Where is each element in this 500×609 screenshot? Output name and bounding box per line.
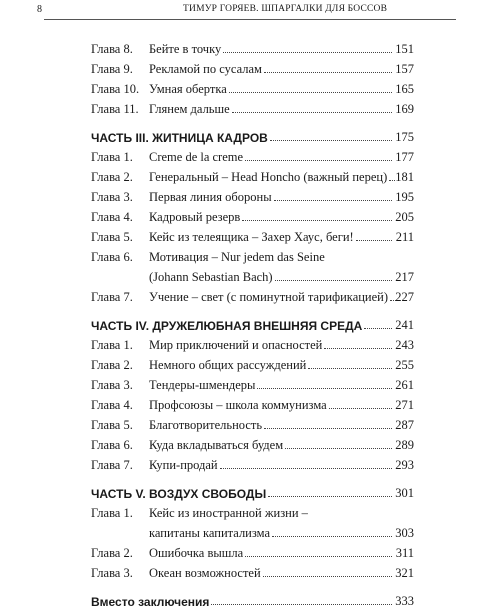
toc-chapter-number: Глава 3. <box>91 566 133 580</box>
toc-chapter-entry <box>91 245 414 265</box>
toc-title-wrap <box>149 82 394 97</box>
dot-leader <box>324 348 392 349</box>
toc-title: Мир приключений и опасностей <box>149 338 323 352</box>
dot-leader <box>275 280 392 281</box>
toc-page-number: 255 <box>395 358 414 372</box>
toc-page-number: 311 <box>395 546 414 560</box>
toc-title: Мотивация – Nur jedem das Seine <box>149 250 325 264</box>
dot-leader <box>272 536 392 537</box>
toc-chapter-number: Глава 5. <box>91 230 133 244</box>
toc-chapter-number: Глава 9. <box>91 62 133 76</box>
dot-leader <box>270 140 392 141</box>
toc-chapter-number: Глава 6. <box>91 250 133 264</box>
toc-title: Рекламой по сусалам <box>149 62 262 76</box>
table-of-contents <box>91 37 414 609</box>
toc-page-number: 289 <box>395 438 414 452</box>
toc-title: Вместо заключения <box>91 595 210 609</box>
toc-title: Благотворительность <box>149 418 263 432</box>
dot-leader <box>223 52 392 53</box>
toc-page-number: 195 <box>395 190 414 204</box>
toc-chapter-number: Глава 7. <box>91 458 133 472</box>
toc-title-wrap <box>91 319 394 333</box>
toc-title: Кейс из иностранной жизни – <box>149 506 308 520</box>
toc-title-wrap <box>149 378 394 393</box>
toc-title-wrap <box>91 595 394 609</box>
toc-title-wrap <box>149 438 394 453</box>
toc-chapter-entry <box>91 521 414 541</box>
dot-leader <box>264 428 392 429</box>
toc-title-wrap <box>149 506 394 521</box>
toc-page-number: 205 <box>395 210 414 224</box>
dot-leader <box>229 92 392 93</box>
toc-chapter-entry <box>91 225 414 245</box>
toc-chapter-number: Глава 5. <box>91 418 133 432</box>
toc-page-number: 177 <box>395 150 414 164</box>
toc-chapter-number: Глава 2. <box>91 170 133 184</box>
toc-page-number: 157 <box>395 62 414 76</box>
toc-chapter-entry <box>91 561 414 581</box>
toc-title: Глянем дальше <box>149 102 230 116</box>
dot-leader <box>364 328 392 329</box>
toc-title-wrap <box>91 131 394 145</box>
toc-page-number: 271 <box>395 398 414 412</box>
toc-chapter-entry <box>91 373 414 393</box>
running-title: ТИМУР ГОРЯЕВ. ШПАРГАЛКИ ДЛЯ БОССОВ <box>183 4 388 14</box>
dot-leader <box>285 448 392 449</box>
toc-chapter-entry <box>91 285 414 305</box>
toc-chapter-number: Глава 1. <box>91 150 133 164</box>
toc-title-wrap <box>149 546 394 561</box>
toc-title-wrap <box>149 102 394 117</box>
toc-part-entry <box>91 481 414 501</box>
dot-leader <box>264 72 392 73</box>
toc-page-number: 287 <box>395 418 414 432</box>
toc-page-number: 169 <box>395 102 414 116</box>
dot-leader <box>356 240 392 241</box>
toc-page-number: 241 <box>395 318 414 332</box>
dot-leader <box>268 496 392 497</box>
toc-part-entry <box>91 313 414 333</box>
toc-title-wrap <box>149 42 394 57</box>
dot-leader <box>242 220 392 221</box>
toc-title: Первая линия обороны <box>149 190 272 204</box>
toc-chapter-entry <box>91 37 414 57</box>
toc-title: Учение – свет (с поминутной тарификацией) <box>149 290 389 304</box>
toc-page-number: 227 <box>395 290 414 304</box>
toc-chapter-entry <box>91 541 414 561</box>
toc-page-number: 333 <box>395 594 414 608</box>
toc-chapter-entry <box>91 205 414 225</box>
toc-chapter-entry <box>91 413 414 433</box>
toc-title-wrap <box>91 487 394 501</box>
running-header <box>0 0 500 20</box>
toc-title: Кейс из телеящика – Захер Хаус, беги! <box>149 230 354 244</box>
toc-chapter-entry <box>91 77 414 97</box>
toc-chapter-entry <box>91 501 414 521</box>
toc-chapter-number: Глава 4. <box>91 210 133 224</box>
dot-leader <box>308 368 392 369</box>
toc-title-wrap <box>149 170 394 185</box>
toc-title-wrap <box>149 150 394 165</box>
toc-title-wrap <box>149 270 394 285</box>
toc-title: Бейте в точку <box>149 42 222 56</box>
toc-title: ЧАСТЬ IV. ДРУЖЕЛЮБНАЯ ВНЕШНЯЯ СРЕДА <box>91 319 363 333</box>
toc-title: Creme de la creme <box>149 150 244 164</box>
toc-title: (Johann Sebastian Bach) <box>149 270 273 284</box>
dot-leader <box>274 200 392 201</box>
toc-part-entry <box>91 125 414 145</box>
toc-title-wrap <box>149 398 394 413</box>
toc-title: Куда вкладываться будем <box>149 438 284 452</box>
toc-title: ЧАСТЬ V. ВОЗДУХ СВОБОДЫ <box>91 487 267 501</box>
toc-chapter-number: Глава 10. <box>91 82 140 96</box>
toc-chapter-number: Глава 1. <box>91 506 133 520</box>
toc-chapter-entry <box>91 433 414 453</box>
toc-page-number: 165 <box>395 82 414 96</box>
toc-chapter-number: Глава 3. <box>91 190 133 204</box>
toc-page-number: 301 <box>395 486 414 500</box>
toc-page-number: 303 <box>395 526 414 540</box>
dot-leader <box>211 604 392 605</box>
toc-title: ЧАСТЬ III. ЖИТНИЦА КАДРОВ <box>91 131 268 145</box>
toc-chapter-entry <box>91 353 414 373</box>
toc-chapter-entry <box>91 57 414 77</box>
toc-chapter-entry <box>91 97 414 117</box>
toc-chapter-entry <box>91 333 414 353</box>
toc-part-entry <box>91 589 414 609</box>
dot-leader <box>232 112 392 113</box>
toc-title-wrap <box>149 62 394 77</box>
toc-chapter-number: Глава 2. <box>91 358 133 372</box>
toc-title: Тендеры-шмендеры <box>149 378 256 392</box>
toc-chapter-number: Глава 11. <box>91 102 139 116</box>
dot-leader <box>329 408 392 409</box>
toc-title-wrap <box>149 230 394 245</box>
toc-title-wrap <box>149 526 394 541</box>
toc-title: Профсоюзы – школа коммунизма <box>149 398 327 412</box>
toc-chapter-entry <box>91 185 414 205</box>
toc-page-number: 243 <box>395 338 414 352</box>
toc-title: Купи-продай <box>149 458 218 472</box>
toc-chapter-number: Глава 8. <box>91 42 133 56</box>
dot-leader <box>245 556 392 557</box>
toc-title-wrap <box>149 290 394 305</box>
toc-chapter-number: Глава 1. <box>91 338 133 352</box>
toc-page-number: 211 <box>395 230 414 244</box>
toc-page-number: 261 <box>395 378 414 392</box>
toc-title: Ошибочка вышла <box>149 546 244 560</box>
toc-chapter-entry <box>91 165 414 185</box>
toc-title: Океан возможностей <box>149 566 261 580</box>
toc-page-number: 151 <box>395 42 414 56</box>
toc-chapter-entry <box>91 453 414 473</box>
toc-chapter-number: Глава 4. <box>91 398 133 412</box>
toc-title: Генеральный – Head Honcho (важный перец) <box>149 170 388 184</box>
toc-title-wrap <box>149 358 394 373</box>
toc-title-wrap <box>149 418 394 433</box>
toc-chapter-entry <box>91 145 414 165</box>
toc-page-number: 293 <box>395 458 414 472</box>
toc-title-wrap <box>149 210 394 225</box>
toc-title: Немного общих рассуждений <box>149 358 307 372</box>
toc-title-wrap <box>149 190 394 205</box>
toc-title: капитаны капитализма <box>149 526 271 540</box>
toc-chapter-number: Глава 7. <box>91 290 133 304</box>
dot-leader <box>220 468 392 469</box>
toc-page-number: 175 <box>395 130 414 144</box>
toc-chapter-entry <box>91 265 414 285</box>
dot-leader <box>257 388 392 389</box>
dot-leader <box>245 160 392 161</box>
toc-title-wrap <box>149 566 394 581</box>
header-rule <box>44 19 456 20</box>
toc-page-number: 217 <box>395 270 414 284</box>
toc-chapter-entry <box>91 393 414 413</box>
toc-title-wrap <box>149 338 394 353</box>
toc-title-wrap <box>149 458 394 473</box>
toc-chapter-number: Глава 3. <box>91 378 133 392</box>
toc-page-number: 321 <box>395 566 414 580</box>
toc-chapter-number: Глава 2. <box>91 546 133 560</box>
dot-leader <box>263 576 392 577</box>
toc-page-number: 181 <box>395 170 414 184</box>
toc-title: Кадровый резерв <box>149 210 241 224</box>
toc-chapter-number: Глава 6. <box>91 438 133 452</box>
toc-title: Умная обертка <box>149 82 227 96</box>
page-number: 8 <box>37 4 42 15</box>
toc-title-wrap <box>149 250 394 265</box>
